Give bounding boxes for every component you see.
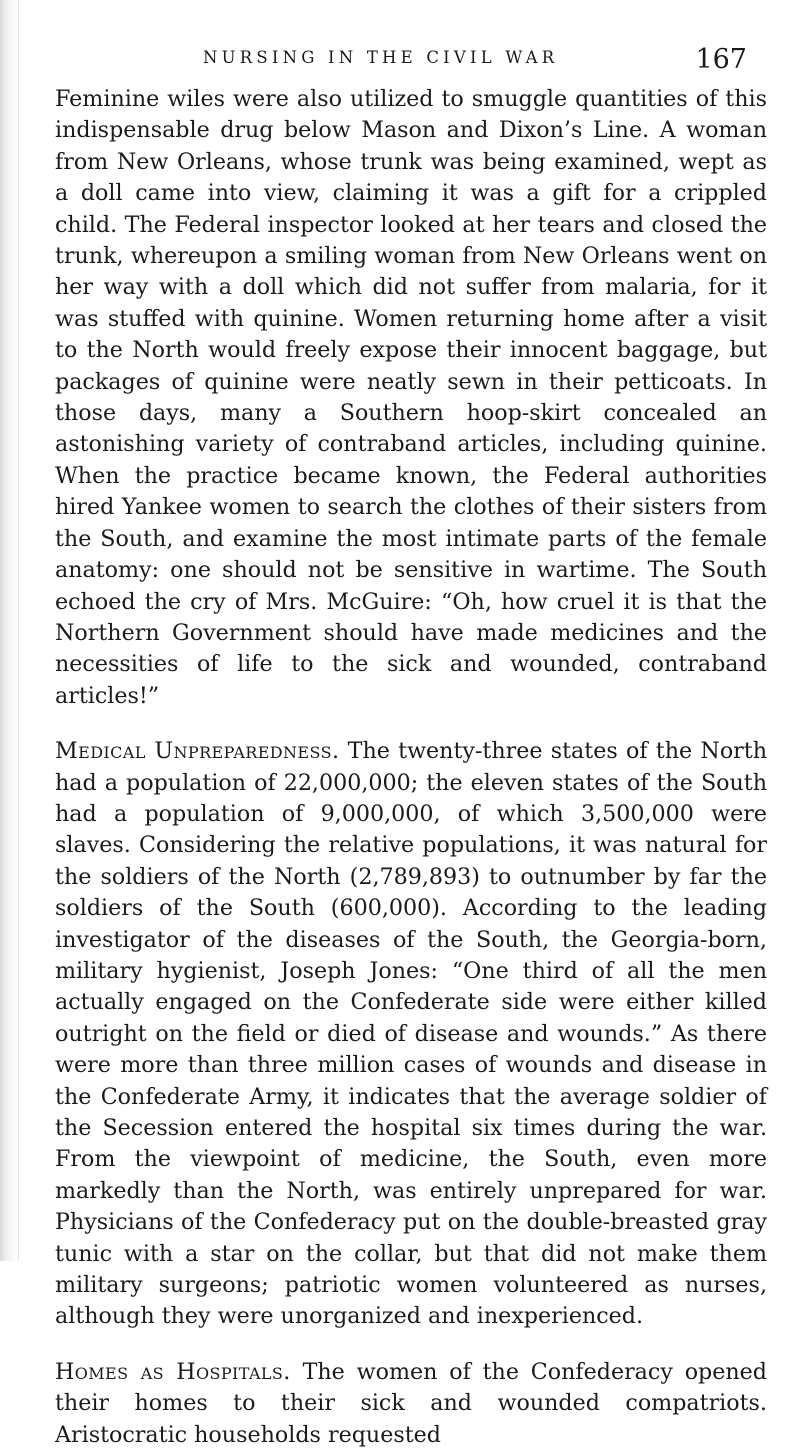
section-heading: Homes as Hospitals. — [55, 1358, 291, 1385]
page-number: 167 — [695, 44, 747, 75]
section-heading: Medical Unpreparedness. — [55, 738, 340, 765]
paragraph-text: The women of the Confederacy opened their homes to their sick and wounded compatriots. Aristocratic households requested — [55, 1358, 768, 1448]
body-text — [55, 84, 767, 1451]
running-head — [55, 44, 765, 84]
paragraph-medical-unpreparedness — [55, 736, 767, 1333]
page-edge-line — [18, 0, 19, 1261]
paragraph-text: Feminine wiles were also utilized to smuggle quantities of this indispensable drug below Mason and Dixon’s Line. A woman from New Orleans, whose trunk was being examined, wept as a doll came into view, claiming it was a gift for a crippled child. The Federal inspector looked at her tears and closed the trunk, whereupon a smiling woman from New Orleans went on her way with a doll which did not suffer from malaria, for it was stuffed with quinine. Women returning home after a visit to the North would freely expose their innocent baggage, but packages of quinine were neatly sewn in their petticoats. In those days, many a Southern hoop-skirt concealed an astonishing variety of contraband articles, including quinine. When the practice became known, the Federal authorities hired Yankee women to search the clothes of their sisters from the South, and examine the most intimate parts of the female anatomy: one should not be sensitive in wartime. The South echoed the cry of Mrs. McGuire: “Oh, how cruel it is that the Northern Government should have made medicines and the necessities of life to the sick and wounded, contraband articles!” — [55, 86, 767, 709]
running-title: NURSING IN THE CIVIL WAR — [203, 48, 559, 67]
paragraph-quinine-smuggling — [55, 84, 767, 712]
paragraph-text: The twenty-three states of the North had a population of 22,000,000; the eleven states of the South had a population of 9,000,000, of which 3,500,000 were slaves. Considering the relative populations, it was natural for the soldiers of the North (2,789,893) to outnumber by far the soldiers of the South (600,000). According to the leading investigator of the diseases of the South, the Georgia-born, military hygienist, Joseph Jones: “One third of all the men actually engaged on the Confederate side were either killed outright on the field or died of disease and wounds.” As there were more than three million cases of wounds and disease in the Confederate Army, it indicates that the average soldier of the Secession entered the hospital six times during the war. From the viewpoint of medicine, the South, even more markedly than the North, was entirely unprepared for war. Physicians of the Confederacy put on the double-breasted gray tunic with a star on the collar, but that did not make them military surgeons; patriotic women volunteered as nurses, although they were unorganized and inexperienced. — [55, 738, 767, 1330]
paragraph-homes-as-hospitals — [55, 1357, 767, 1451]
